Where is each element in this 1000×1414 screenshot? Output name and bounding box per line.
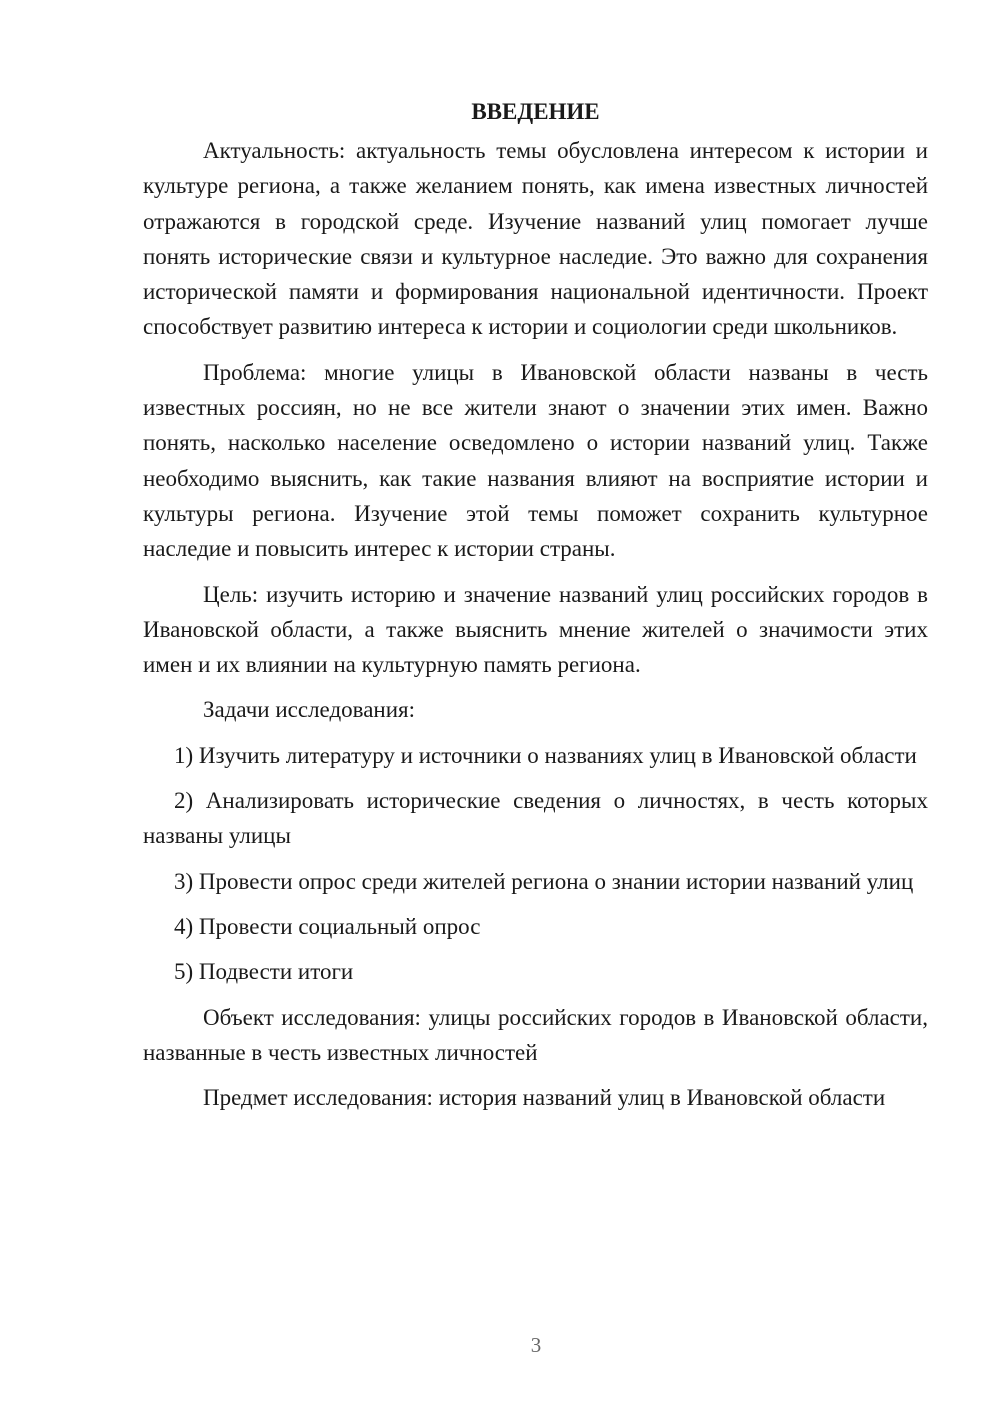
relevance-paragraph: Актуальность: актуальность темы обусловлена интересом к истории и культуре региона, а также желанием понять, как имена известных личностей отражаются в городской среде. Изучение названий улиц помогает лучше понять исторические связи и культурное наследие. Это важно для сохранения исторической памяти и формирования национальной идентичности. Проект способствует развитию интереса к истории и социологии среди школьников. bbox=[143, 138, 928, 340]
page-number: 3 bbox=[530, 1333, 542, 1357]
goal-paragraph: Цель: изучить историю и значение названий улиц российских городов в Ивановской области, а также выяснить мнение жителей о значимости этих имен и их влиянии на культурную память региона. bbox=[143, 581, 928, 678]
tasks-title: Задачи исследования: bbox=[203, 697, 416, 723]
task-item-1: 1) Изучить литературу и источники о названиях улиц в Ивановской области bbox=[174, 742, 917, 768]
page-content bbox=[143, 94, 928, 1125]
task-item-5: 5) Подвести итоги bbox=[174, 959, 354, 985]
subject-paragraph: Предмет исследования: история названий улиц в Ивановской области bbox=[203, 1085, 886, 1111]
task-item-4: 4) Провести социальный опрос bbox=[174, 913, 481, 939]
section-heading: ВВЕДЕНИЕ bbox=[471, 99, 600, 124]
task-item-3: 3) Провести опрос среди жителей региона о знании истории названий улиц bbox=[174, 868, 914, 894]
task-item-2: 2) Анализировать исторические сведения о личностях, в честь которых названы улицы bbox=[143, 788, 928, 849]
problem-paragraph: Проблема: многие улицы в Ивановской области названы в честь известных россиян, но не все жители знают о значении этих имен. Важно понять, насколько население осведомлено о истории названий улиц. Также необходимо выяснить, как такие названия влияют на восприятие истории и культуры региона. Изучение этой темы поможет сохранить культурное наследие и повысить интерес к истории страны. bbox=[143, 359, 928, 562]
object-paragraph: Объект исследования: улицы российских городов в Ивановской области, названные в честь известных личностей bbox=[143, 1004, 928, 1065]
